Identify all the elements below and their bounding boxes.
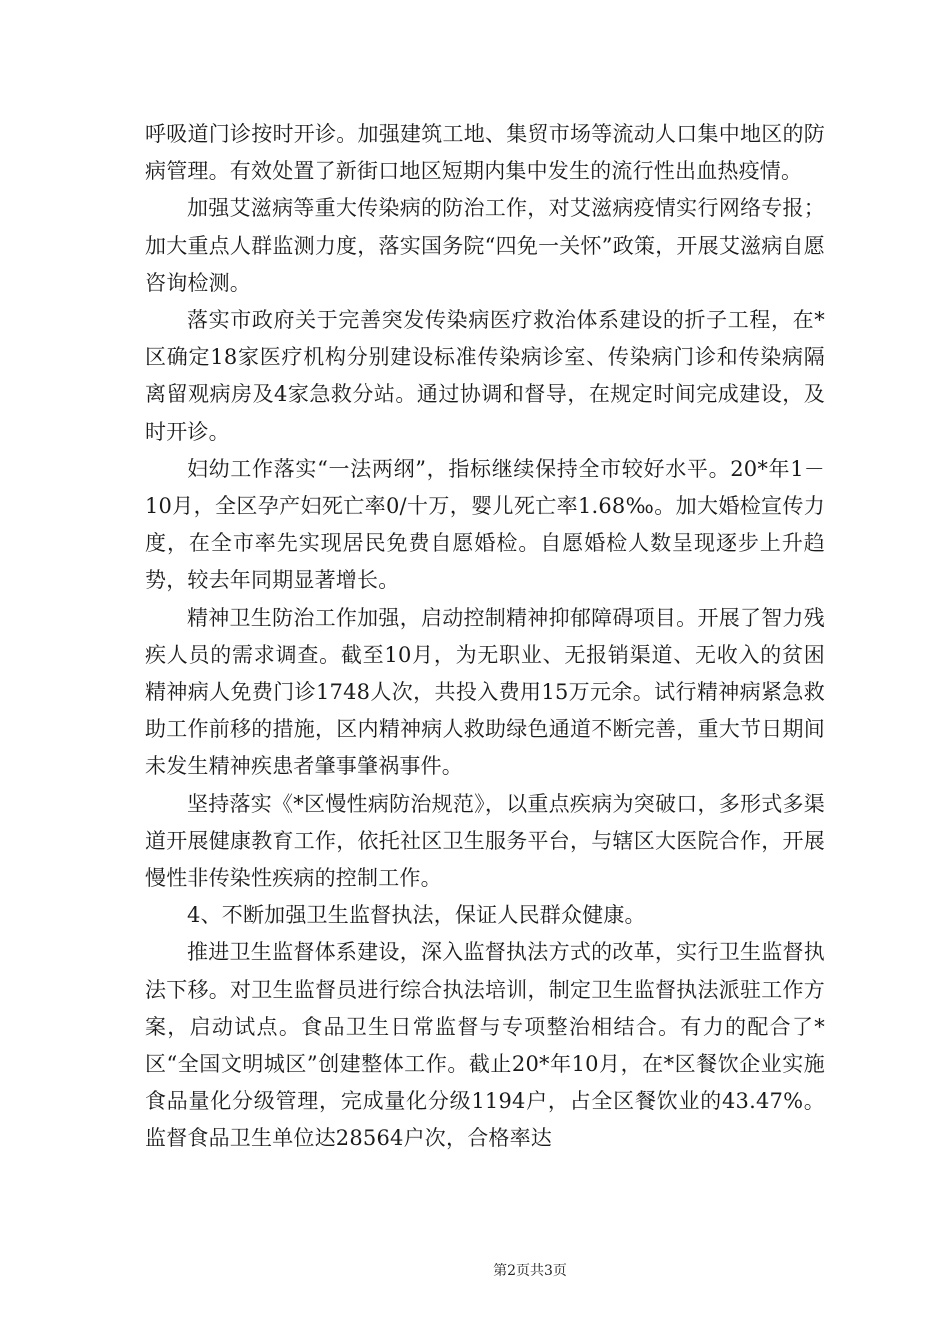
paragraph-mental-health: 精神卫生防治工作加强，启动控制精神抑郁障碍项目。开展了智力残疾人员的需求调查。截至10月，为无职业、无报销渠道、无收入的贫困精神病人免费门诊1748人次，共投入费用15万元余。试行精神病紧急救助工作前移的措施，区内精神病人救助绿色通道不断完善，重大节日期间未发生精神疾患者肇事肇祸事件。 xyxy=(145,605,825,779)
section-heading-health-supervision: 4、不断加强卫生监督执法，保证人民群众健康。 xyxy=(187,903,646,928)
document-body xyxy=(145,116,825,1158)
paragraph-treatment-system: 落实市政府关于完善突发传染病医疗救治体系建设的折子工程，在*区确定18家医疗机构分别建设标准传染病诊室、传染病门诊和传染病隔离留观病房及4家急救分站。通过协调和督导，在规定时间完成建设，及时开诊。 xyxy=(145,308,825,444)
paragraph-health-supervision: 推进卫生监督体系建设，深入监督执法方式的改革，实行卫生监督执法下移。对卫生监督员进行综合执法培训，制定卫生监督执法派驻工作方案，启动试点。食品卫生日常监督与专项整治相结合。有力的配合了*区“全国文明城区”创建整体工作。截止20*年10月，在*区餐饮企业实施食品量化分级管理，完成量化分级1194户，占全区餐饮业的43.47%。监督食品卫生单位达28564户次，合格率达 xyxy=(145,940,825,1151)
paragraph-chronic-disease: 坚持落实《*区慢性病防治规范》，以重点疾病为突破口，多形式多渠道开展健康教育工作，依托社区卫生服务平台，与辖区大医院合作，开展慢性非传染性疾病的控制工作。 xyxy=(145,791,825,891)
page-number-footer: 第2页共3页 xyxy=(493,1263,567,1279)
paragraph-continuation: 呼吸道门诊按时开诊。加强建筑工地、集贸市场等流动人口集中地区的防病管理。有效处置了新街口地区短期内集中发生的流行性出血热疫情。 xyxy=(145,122,825,184)
paragraph-maternal-child: 妇幼工作落实“一法两纲”，指标继续保持全市较好水平。20*年1－10月，全区孕产妇死亡率0/十万，婴儿死亡率1.68‰。加大婚检宣传力度，在全市率先实现居民免费自愿婚检。自愿婚检人数呈现逐步上升趋势，较去年同期显著增长。 xyxy=(145,456,825,593)
paragraph-aids-prevention: 加强艾滋病等重大传染病的防治工作，对艾滋病疫情实行网络专报；加大重点人群监测力度，落实国务院“四免一关怀”政策，开展艾滋病自愿咨询检测。 xyxy=(145,196,825,295)
